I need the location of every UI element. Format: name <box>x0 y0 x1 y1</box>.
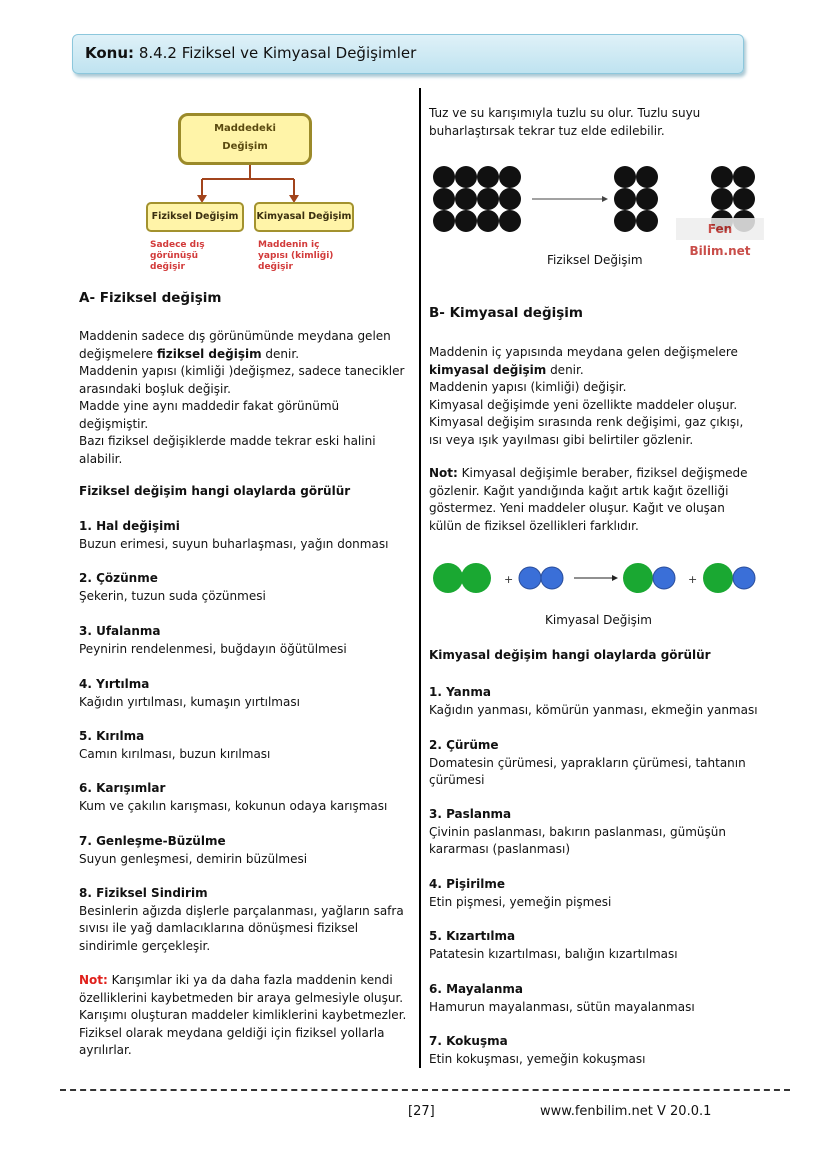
physical-item-6: 6. Karışımlar Kum ve çakılın karışması, kokunun odaya karışması <box>79 781 388 813</box>
section-b-title: B- Kimyasal değişim <box>429 305 583 321</box>
fenbilim-watermark: Fen Bilim.net <box>676 218 764 240</box>
chemical-caption: Kimyasal Değişim <box>545 613 652 627</box>
footer-divider <box>60 1089 790 1091</box>
chemical-subheading: Kimyasal değişim hangi olaylarda görülür <box>429 648 711 662</box>
physical-item-2: 2. Çözünme Şekerin, tuzun suda çözünmesi <box>79 571 266 603</box>
diagram-chemical-box: Kimyasal Değişim <box>254 202 354 232</box>
diagram-physical-note: Sadece dış görünüşü değişir <box>150 240 205 272</box>
chemical-item-4: 4. Pişirilme Etin pişmesi, yemeğin pişmesi <box>429 877 612 909</box>
svg-text:+: + <box>504 573 514 586</box>
section-a-title: A- Fiziksel değişim <box>79 290 222 306</box>
physical-item-1: 1. Hal değişimi Buzun erimesi, suyun buharlaşması, yağın donması <box>79 519 389 551</box>
chemical-item-2: 2. Çürüme Domatesin çürümesi, yaprakların çürümesi, tahtanın çürümesi <box>429 738 746 787</box>
physical-item-3: 3. Ufalanma Peynirin rendelenmesi, buğdayın öğütülmesi <box>79 624 347 656</box>
physical-item-5: 5. Kırılma Camın kırılması, buzun kırılması <box>79 729 271 761</box>
footer-site: www.fenbilim.net V 20.0.1 <box>540 1104 712 1119</box>
physical-subheading: Fiziksel değişim hangi olaylarda görülür <box>79 484 351 498</box>
section-b-intro: Maddenin iç yapısında meydana gelen değişmelere kimyasal değişim denir. Maddenin yapısı (kimliği) değişir. Kimyasal değişimde yeni özellikte maddeler oluşur. Kimyasal değişim sırasında renk değişimi, gaz çıkışı, ısı veya ışık yayılması gibi belirtiler gözlenir. <box>429 345 744 447</box>
chemical-note: Not: Kimyasal değişimle beraber, fiziksel değişmede gözlenir. Kağıt yandığında kağıt artık kağıt özelliği göstermez. Yeni maddeler oluşur. Kağıt ve oluşan külün de fiziksel özellikleri farklıdır. <box>429 466 748 533</box>
diagram-arrows <box>190 165 310 205</box>
diagram-root: Maddedeki Değişim <box>178 113 312 165</box>
physical-item-7: 7. Genleşme-Büzülme Suyun genleşmesi, demirin büzülmesi <box>79 834 308 866</box>
topic-title <box>85 44 416 62</box>
chemical-item-6: 6. Mayalanma Hamurun mayalanması, sütün mayalanması <box>429 982 695 1014</box>
diagram-physical-box: Fiziksel Değişim <box>146 202 244 232</box>
physical-note: Not: Karışımlar iki ya da daha fazla maddenin kendi özelliklerini kaybetmeden bir araya gelmesiyle oluşur. Karışımı oluşturan maddeler kimliklerini kaybetmezler. Fiziksel olarak meydana geldiği için fiziksel yollarla ayrılırlar. <box>79 973 407 1057</box>
topic-name: 8.4.2 Fiziksel ve Kimyasal Değişimler <box>138 44 417 62</box>
chemical-change-illustration <box>432 562 762 596</box>
chemical-item-1: 1. Yanma Kağıdın yanması, kömürün yanması, ekmeğin yanması <box>429 685 758 717</box>
chemical-item-5: 5. Kızartılma Patatesin kızartılması, balığın kızartılması <box>429 929 678 961</box>
chemical-item-7: 7. Kokuşma Etin kokuşması, yemeğin kokuşması <box>429 1034 646 1066</box>
svg-text:+: + <box>688 573 698 586</box>
column-divider <box>419 88 421 1068</box>
physical-item-8: 8. Fiziksel Sindirim Besinlerin ağızda dişlerle parçalanması, yağların safra sıvısı ile yağ damlacıklarına dönüşmesi fiziksel sindirimle gerçekleşir. <box>79 886 404 953</box>
chemical-item-3: 3. Paslanma Çivinin paslanması, bakırın paslanması, gümüşün kararması (paslanması) <box>429 807 726 856</box>
diagram-chemical-note: Maddenin iç yapısı (kimliği) değişir <box>258 240 334 272</box>
section-a-intro: Maddenin sadece dış görünümünde meydana gelen değişmelere fiziksel değişim denir. Maddenin yapısı (kimliği )değişmez, sadece tanecikler arasındaki boşluk değişir. Madde yine aynı maddedir fakat görünümü değişmiştir. Bazı fiziksel değişiklerde madde tekrar eski halini alabilir. <box>79 329 405 466</box>
topic-label: Konu: <box>85 44 135 62</box>
physical-item-4: 4. Yırtılma Kağıdın yırtılması, kumaşın yırtılması <box>79 677 300 709</box>
physical-caption: Fiziksel Değişim <box>547 253 643 267</box>
salt-text: Tuz ve su karışımıyla tuzlu su olur. Tuzlu suyu buharlaştırsak tekrar tuz elde edilebilir. <box>429 106 701 138</box>
page-number: [27] <box>408 1104 435 1119</box>
topic-header <box>72 34 744 74</box>
